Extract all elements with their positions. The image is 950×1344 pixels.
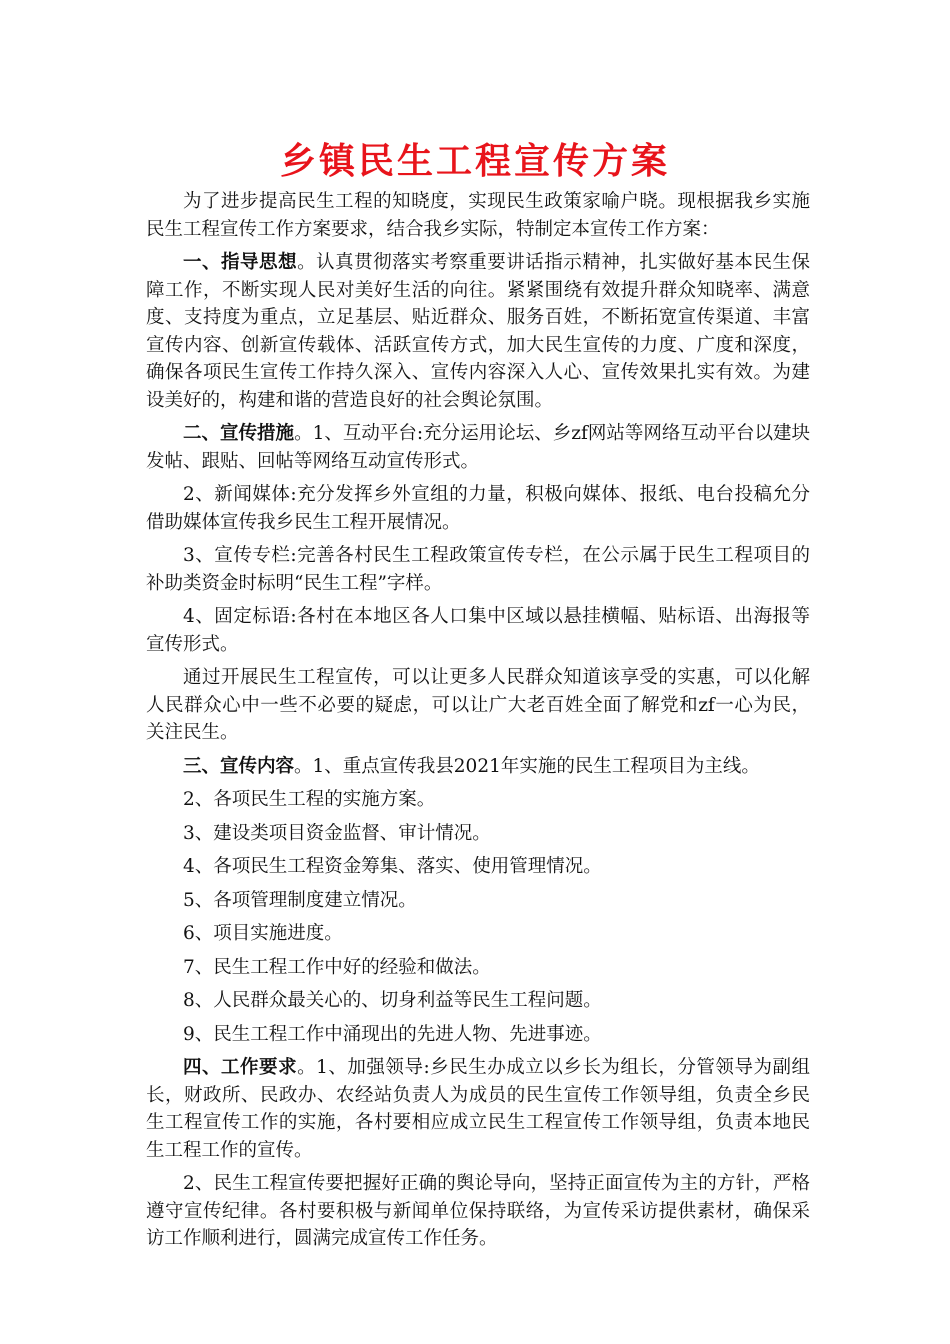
document-title: 乡镇民生工程宣传方案 (279, 141, 670, 182)
section-1-paragraph (146, 249, 810, 414)
section-1-heading: 一、指导思想 (183, 252, 298, 273)
section-3-item: 5、各项管理制度建立情况。 (183, 889, 417, 911)
section-4-item: 2、民生工程宣传要把握好正确的舆论导向，坚持正面宣传为主的方针，严格遵守宣传纪律。各村要积极与新闻单位保持联络，为宣传采访提供素材，确保采访工作顺利进行，圆满完成宣传工作任务。 (146, 1173, 810, 1249)
section-3-item: 8、人民群众最关心的、切身利益等民生工程问题。 (183, 990, 602, 1011)
document-body (146, 188, 810, 1259)
section-2-item: 2、新闻媒体:充分发挥乡外宣组的力量，积极向媒体、报纸、电台投稿允分借助媒体宣传我乡民生工程开展情况。 (146, 484, 810, 533)
section-4-paragraph (146, 1054, 810, 1164)
section-3-item: 4、各项民生工程资金筹集、落实、使用管理情况。 (183, 856, 602, 877)
section-2-item: 4、固定标语:各村在本地区各人口集中区域以悬挂横幅、贴标语、出海报等宣传形式。 (146, 606, 810, 655)
section-4-heading: 四、工作要求 (183, 1057, 298, 1078)
section-3-item: 2、各项民生工程的实施方案。 (183, 789, 436, 810)
section-3-item: 7、民生工程工作中好的经验和做法。 (183, 956, 491, 978)
section-3-item: 6、项目实施进度。 (183, 923, 343, 944)
section-2-summary: 通过开展民生工程宣传，可以让更多人民群众知道该享受的实惠，可以化解人民群众心中一些不必要的疑虑，可以让广大老百姓全面了解党和zf一心为民，关注民生。 (146, 667, 810, 743)
section-3-paragraph (146, 753, 810, 781)
section-3-item: 9、民生工程工作中涌现出的先进人物、先进事迹。 (183, 1023, 602, 1045)
section-3-heading: 三、宣传内容 (183, 755, 295, 777)
section-2-heading: 二、宣传措施 (183, 423, 295, 444)
section-2-item: 3、宣传专栏:完善各村民生工程政策宣传专栏，在公示属于民生工程项目的补助类资金时标明“民生工程”字样。 (146, 545, 810, 594)
section-1-text: 。认真贯彻落实考察重要讲话指示精神，扎实做好基本民生保障工作，不断实现人民对美好生活的向往。紧紧围绕有效提升群众知晓率、满意度、支持度为重点，立足基层、贴近群众、服务百姓，不断拓宽宣传渠道、丰富宣传内容、创新宣传载体、活跃宣传方式，加大民生宣传的力度、广度和深度，确保各项民生宣传工作持久深入、宣传内容深入人心、宣传效果扎实有效。为建设美好的，构建和谐的营造良好的社会舆论氛围。 (146, 252, 810, 411)
section-2-paragraph (146, 420, 810, 475)
section-3-item: 3、建设类项目资金监督、审计情况。 (183, 822, 491, 844)
section-3-text: 。1、重点宣传我县2021年实施的民生工程项目为主线。 (294, 755, 760, 777)
intro-paragraph: 为了进步提高民生工程的知晓度，实现民生政策家喻户晓。现根据我乡实施民生工程宣传工作方案要求，结合我乡实际，特制定本宣传工作方案： (146, 191, 810, 240)
section-4-text: 。1、加强领导:乡民生办成立以乡长为组长，分管领导为副组长，财政所、民政办、农经站负责人为成员的民生宣传工作领导组，负责全乡民生工程宣传工作的实施，各村要相应成立民生工程宣传工作领导组，负责本地民生工程工作的宣传。 (146, 1057, 810, 1161)
section-2-text: 。1、互动平台:充分运用论坛、乡zf网站等网络互动平台以建块发帖、跟贴、回帖等网络互动宣传形式。 (146, 423, 810, 472)
